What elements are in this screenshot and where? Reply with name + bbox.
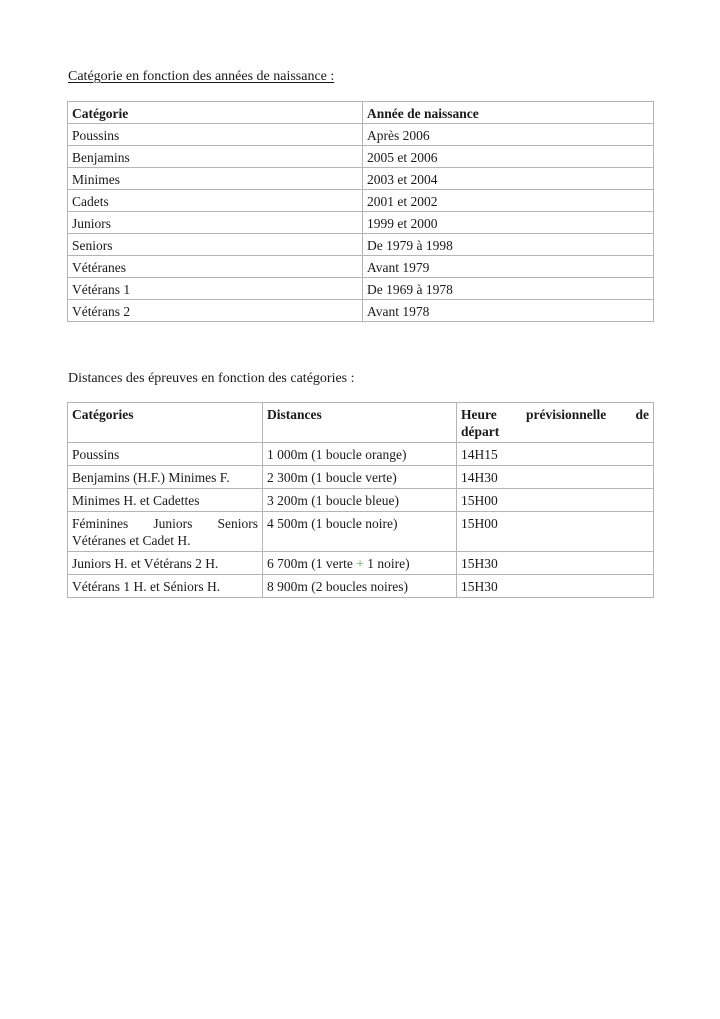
header-annee-naissance: Année de naissance <box>363 102 654 124</box>
category-line2: Vétéranes et Cadet H. <box>72 533 191 548</box>
table-row <box>68 212 654 234</box>
table-row <box>68 466 654 489</box>
cell-distance: 2 300m (1 boucle verte) <box>263 466 457 489</box>
header-heure-line2: départ <box>461 424 500 439</box>
cell-distance: 1 000m (1 boucle orange) <box>263 443 457 466</box>
cell-category: Benjamins (H.F.) Minimes F. <box>68 466 263 489</box>
table-row <box>68 256 654 278</box>
header-categories: Catégories <box>68 403 263 443</box>
table-row <box>68 512 654 552</box>
cell-category: Seniors <box>68 234 363 256</box>
cell-distance: 3 200m (1 boucle bleue) <box>263 489 457 512</box>
table-row <box>68 146 654 168</box>
cell-category: Vétérans 1 <box>68 278 363 300</box>
cell-distance: 4 500m (1 boucle noire) <box>263 512 457 552</box>
cell-birth-year: De 1969 à 1978 <box>363 278 654 300</box>
cell-category: Vétérans 2 <box>68 300 363 322</box>
table-header-row <box>68 102 654 124</box>
header-heure-depart <box>457 403 654 443</box>
plus-sign: + <box>356 556 364 571</box>
table-row <box>68 575 654 598</box>
cell-birth-year: Avant 1978 <box>363 300 654 322</box>
header-heure-word: Heure <box>461 407 497 422</box>
category-word: Féminines <box>72 516 129 531</box>
cell-category: Minimes H. et Cadettes <box>68 489 263 512</box>
cell-birth-year: 2003 et 2004 <box>363 168 654 190</box>
cell-birth-year: 2001 et 2002 <box>363 190 654 212</box>
cell-heure: 15H00 <box>457 489 654 512</box>
table-row <box>68 300 654 322</box>
cell-heure: 14H15 <box>457 443 654 466</box>
distance-text: 6 700m (1 verte <box>267 556 357 571</box>
table-row <box>68 168 654 190</box>
cell-category: Vétéranes <box>68 256 363 278</box>
table-categories-by-birth-year <box>67 101 654 322</box>
category-word: Seniors <box>217 516 258 531</box>
cell-heure: 15H30 <box>457 552 654 575</box>
cell-category: Vétérans 1 H. et Séniors H. <box>68 575 263 598</box>
cell-category: Poussins <box>68 443 263 466</box>
section-title-distances: Distances des épreuves en fonction des catégories : <box>68 371 355 386</box>
cell-category <box>68 512 263 552</box>
cell-birth-year: De 1979 à 1998 <box>363 234 654 256</box>
cell-distance: 8 900m (2 boucles noires) <box>263 575 457 598</box>
section-title-categories: Catégorie en fonction des années de naissance : <box>68 69 335 84</box>
cell-heure: 15H00 <box>457 512 654 552</box>
cell-category: Benjamins <box>68 146 363 168</box>
header-heure-word: prévisionnelle <box>526 407 607 422</box>
cell-birth-year: 1999 et 2000 <box>363 212 654 234</box>
category-word: Juniors <box>153 516 193 531</box>
table-row <box>68 278 654 300</box>
header-categorie: Catégorie <box>68 102 363 124</box>
table-distances-by-category <box>67 402 654 598</box>
distance-text: 1 noire) <box>363 556 410 571</box>
header-heure-word: de <box>635 407 649 422</box>
header-distances: Distances <box>263 403 457 443</box>
cell-heure: 15H30 <box>457 575 654 598</box>
cell-category: Minimes <box>68 168 363 190</box>
table-row <box>68 552 654 575</box>
cell-birth-year: 2005 et 2006 <box>363 146 654 168</box>
table-row <box>68 190 654 212</box>
cell-birth-year: Avant 1979 <box>363 256 654 278</box>
cell-category: Juniors <box>68 212 363 234</box>
table-header-row <box>68 403 654 443</box>
table-row <box>68 124 654 146</box>
cell-distance <box>263 552 457 575</box>
cell-category: Cadets <box>68 190 363 212</box>
cell-heure: 14H30 <box>457 466 654 489</box>
cell-category: Juniors H. et Vétérans 2 H. <box>68 552 263 575</box>
table-row <box>68 489 654 512</box>
table-row <box>68 234 654 256</box>
table-row <box>68 443 654 466</box>
cell-category: Poussins <box>68 124 363 146</box>
cell-birth-year: Après 2006 <box>363 124 654 146</box>
